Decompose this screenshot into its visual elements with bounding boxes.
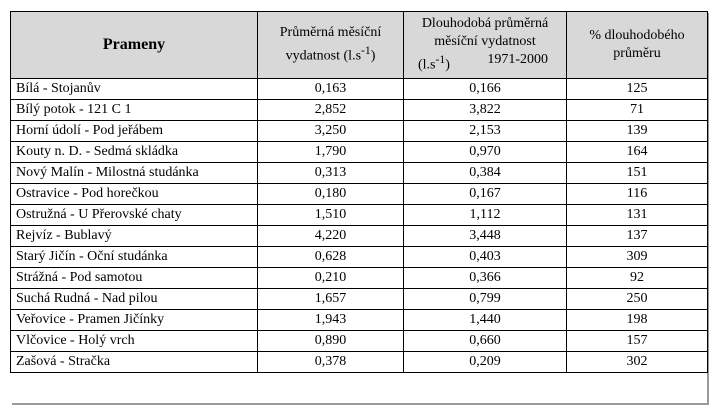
avg-monthly-yield-cell: 4,220 [258,226,404,247]
table-row [11,289,708,310]
longterm-yield-cell: 0,167 [404,184,567,205]
spring-name-cell: Zašová - Stračka [11,352,258,373]
header-longterm-yield [404,12,567,79]
spring-name-cell: Horní údolí - Pod jeřábem [11,121,258,142]
table-row [11,310,708,331]
header-avg-monthly-unit-end: ) [370,48,376,64]
header-longterm-unit: (l.s [418,57,436,73]
percent-longterm-cell: 131 [567,205,708,226]
avg-monthly-yield-cell: 0,313 [258,163,404,184]
header-avg-monthly-line1: Průměrná měsíční [279,25,382,41]
table-row [11,163,708,184]
table-row [11,268,708,289]
header-longterm-unit-group [418,51,450,75]
header-springs [11,12,258,79]
header-avg-monthly-yield [258,12,404,79]
spring-name-cell: Starý Jičín - Oční studánka [11,247,258,268]
avg-monthly-yield-cell: 1,790 [258,142,404,163]
spring-name-cell: Suchá Rudná - Nad pilou [11,289,258,310]
avg-monthly-yield-cell: 0,180 [258,184,404,205]
table-row [11,121,708,142]
spring-name-cell: Bílá - Stojanův [11,79,258,100]
percent-longterm-cell: 125 [567,79,708,100]
header-avg-monthly-unit: vydatnost (l.s [285,48,362,64]
header-percent-line2: průměru [613,46,661,61]
spring-name-cell: Strážná - Pod samotou [11,268,258,289]
longterm-yield-cell: 3,822 [404,100,567,121]
spring-name-cell: Ostravice - Pod horečkou [11,184,258,205]
spring-name-cell: Vlčovice - Holý vrch [11,331,258,352]
percent-longterm-cell: 250 [567,289,708,310]
table-body [11,79,708,373]
spring-name-cell: Rejvíz - Bublavý [11,226,258,247]
avg-monthly-yield-cell: 0,890 [258,331,404,352]
table-header [11,12,708,79]
spring-name-cell: Nový Malín - Milostná studánka [11,163,258,184]
longterm-yield-cell: 1,112 [404,205,567,226]
percent-longterm-cell: 71 [567,100,708,121]
percent-longterm-cell: 139 [567,121,708,142]
springs-table-container [10,11,707,403]
avg-monthly-yield-cell: 0,163 [258,79,404,100]
header-avg-monthly-line2 [262,42,399,66]
spring-name-cell: Bílý potok - 121 C 1 [11,100,258,121]
header-longterm-line3 [408,51,562,75]
table-row [11,205,708,226]
springs-yield-table [10,11,708,373]
avg-monthly-yield-cell: 1,510 [258,205,404,226]
percent-longterm-cell: 164 [567,142,708,163]
avg-monthly-yield-cell: 3,250 [258,121,404,142]
percent-longterm-cell: 92 [567,268,708,289]
header-longterm-line2: měsíční vydatnost [434,34,536,50]
percent-longterm-cell: 151 [567,163,708,184]
longterm-yield-cell: 2,153 [404,121,567,142]
header-springs-label: Prameny [102,36,166,53]
percent-longterm-cell: 309 [567,247,708,268]
table-row [11,79,708,100]
longterm-yield-cell: 0,799 [404,289,567,310]
longterm-yield-cell: 0,660 [404,331,567,352]
table-row [11,184,708,205]
longterm-yield-cell: 0,366 [404,268,567,289]
percent-longterm-cell: 116 [567,184,708,205]
header-longterm-period: 1971-2000 [487,52,548,68]
table-row [11,100,708,121]
spring-name-cell: Veřovice - Pramen Jičínky [11,310,258,331]
longterm-yield-cell: 0,403 [404,247,567,268]
avg-monthly-yield-cell: 0,628 [258,247,404,268]
table-row [11,331,708,352]
avg-monthly-yield-cell: 1,657 [258,289,404,310]
table-row [11,142,708,163]
avg-monthly-yield-cell: 0,378 [258,352,404,373]
percent-longterm-cell: 157 [567,331,708,352]
header-avg-monthly-unit-exponent: -1 [361,44,371,58]
table-row [11,247,708,268]
percent-longterm-cell: 302 [567,352,708,373]
avg-monthly-yield-cell: 2,852 [258,100,404,121]
avg-monthly-yield-cell: 1,943 [258,310,404,331]
avg-monthly-yield-cell: 0,210 [258,268,404,289]
header-percent-line1: % dlouhodobého [589,28,685,43]
longterm-yield-cell: 1,440 [404,310,567,331]
longterm-yield-cell: 0,970 [404,142,567,163]
table-row [11,226,708,247]
longterm-yield-cell: 0,166 [404,79,567,100]
header-longterm-line1: Dlouhodobá průměrná [421,16,549,32]
longterm-yield-cell: 3,448 [404,226,567,247]
header-longterm-unit-exponent: -1 [435,53,446,67]
table-row [11,352,708,373]
longterm-yield-cell: 0,384 [404,163,567,184]
percent-longterm-cell: 137 [567,226,708,247]
longterm-yield-cell: 0,209 [404,352,567,373]
percent-longterm-cell: 198 [567,310,708,331]
spring-name-cell: Kouty n. D. - Sedmá skládka [11,142,258,163]
header-row [11,12,708,79]
spring-name-cell: Ostružná - U Přerovské chaty [11,205,258,226]
header-percent-longterm [567,12,708,79]
header-longterm-unit-end: ) [445,57,450,73]
